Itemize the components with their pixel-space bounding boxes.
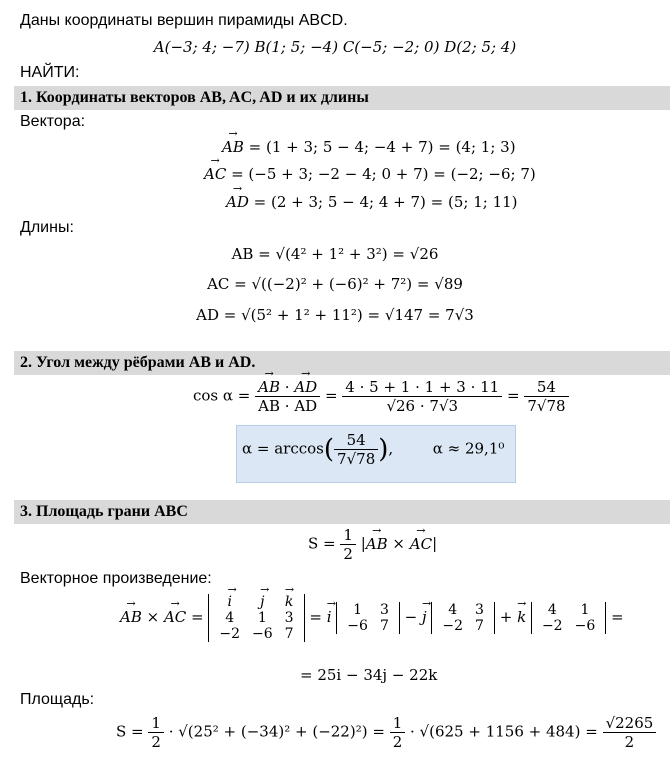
- section-3-heading: 3. Площадь грани ABC: [14, 500, 670, 524]
- alpha-eq: α = arccos( $\frac{54}{7√78}$ ), α ≈ 29,1⁰: [242, 431, 505, 468]
- length-ab: AB = √(4² + 1² + 3²) = √26: [231, 245, 439, 263]
- cos-alpha-eq: cos α = $\frac{AB \to \cdot AD \to}{AB \cdot AD}$ = $\frac{4 \cdot 5 + 1 \cdot 1 + 3 \cdot 11}{√26 \cdot 7√3}$ = $\frac{54}{7√78}$: [193, 378, 569, 415]
- area-formula: S = $\frac{1}{2}$ |AB → × AC →|: [308, 526, 437, 563]
- cross-product-label: Векторное произведение:: [20, 570, 212, 587]
- vertices-line: A(−3; 4; −7) B(1; 5; −4) C(−5; −2; 0) D(2; 5; 4): [153, 38, 517, 56]
- cross-product-result: = 25i − 34j − 22k: [300, 666, 438, 684]
- cross-product-eq: AB → × AC → = i → j → k → 4 1 3 −2 −6 7 = i → 1 3 −6 7 − j → 4 3 −2 7 + k → 4 1 −2 −6 =: [120, 594, 624, 642]
- find-label: НАЙТИ:: [20, 64, 80, 81]
- vector-ab-eq: AB → = (1 + 3; 5 − 4; −4 + 7) = (4; 1; 3): [222, 138, 516, 156]
- section-1-heading: 1. Координаты векторов AB, AC, AD и их длины: [14, 86, 670, 110]
- determinant-3x3: i → j → k → 4 1 3 −2 −6 7: [208, 594, 304, 642]
- vectors-label: Вектора:: [20, 113, 86, 130]
- minor-j: 4 3 −2 7: [431, 602, 495, 634]
- area-calculation: S = $\frac{1}{2}$ · √(25² + (−34)² + (−22)²) = $\frac{1}{2}$ · √(625 + 1156 + 484) = $\frac{√2265}{2}$: [116, 714, 656, 751]
- length-ac: AC = √((−2)² + (−6)² + 7²) = √89: [207, 275, 463, 293]
- length-ad: AD = √(5² + 1² + 11²) = √147 = 7√3: [196, 306, 474, 324]
- vector-ac-eq: AC → = (−5 + 3; −2 − 4; 0 + 7) = (−2; −6; 7): [204, 165, 536, 183]
- area-label: Площадь:: [20, 691, 95, 708]
- section-2-heading: 2. Угол между рёбрами AB и AD.: [14, 351, 670, 375]
- minor-k: 4 1 −2 −6: [531, 602, 606, 634]
- minor-i: 1 3 −6 7: [336, 602, 400, 634]
- vector-ad-eq: AD → = (2 + 3; 5 − 4; 4 + 7) = (5; 1; 11): [226, 193, 518, 211]
- lengths-label: Длины:: [20, 219, 74, 236]
- intro-text: Даны координаты вершин пирамиды ABCD.: [20, 12, 348, 29]
